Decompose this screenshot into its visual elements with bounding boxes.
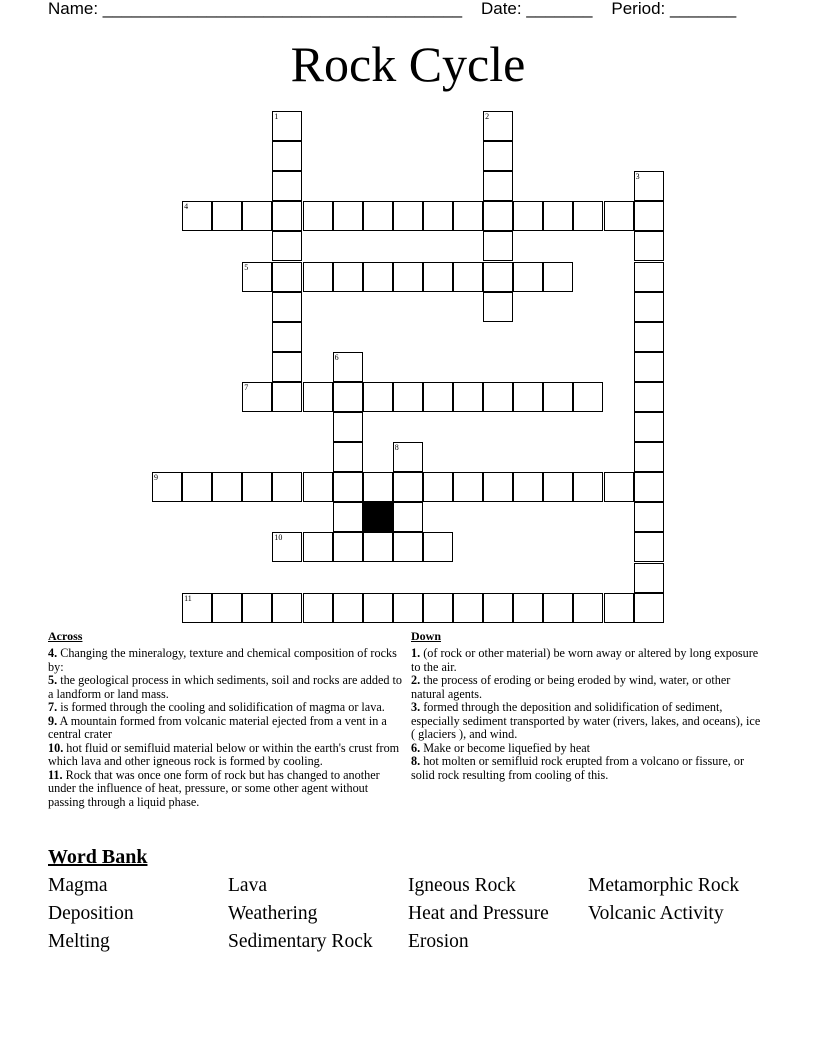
crossword-cell[interactable] bbox=[423, 472, 453, 502]
crossword-cell[interactable] bbox=[333, 262, 363, 292]
word-bank-item: Metamorphic Rock bbox=[588, 875, 740, 896]
crossword-cell[interactable] bbox=[604, 201, 634, 231]
word-bank-title: Word Bank bbox=[48, 846, 148, 868]
clue-number: 6. bbox=[411, 740, 421, 755]
clue-number: 7. bbox=[48, 700, 58, 714]
down-clue bbox=[411, 647, 767, 674]
crossword-cell[interactable] bbox=[423, 201, 453, 231]
crossword-cell[interactable] bbox=[513, 472, 543, 502]
crossword-cell[interactable] bbox=[634, 292, 664, 322]
crossword-cell[interactable] bbox=[423, 262, 453, 292]
crossword-cell[interactable] bbox=[604, 593, 634, 623]
crossword-cell[interactable] bbox=[634, 352, 664, 382]
crossword-cell[interactable] bbox=[483, 262, 513, 292]
clue-text: (of rock or other material) be worn away or altered by long exposure to the air. bbox=[411, 646, 759, 674]
clue-text: formed through the deposition and solidification of sediment, especially sediment transported by water (rivers, lakes, and oceans), ice ( glaciers ), and wind. bbox=[411, 700, 761, 741]
word-bank-item: Heat and Pressure bbox=[408, 903, 549, 924]
clue-text: the process of eroding or being eroded by wind, water, or other natural agents. bbox=[411, 673, 731, 701]
crossword-cell[interactable] bbox=[634, 412, 664, 442]
crossword-cell[interactable] bbox=[423, 532, 453, 562]
clue-number-7: 7 bbox=[244, 382, 249, 392]
crossword-cell[interactable] bbox=[272, 352, 302, 382]
word-bank-item: Melting bbox=[48, 931, 110, 952]
crossword-cell[interactable] bbox=[393, 262, 423, 292]
clue-number-1: 1 bbox=[274, 112, 279, 121]
page-title: Rock Cycle bbox=[290, 36, 526, 92]
crossword-cell[interactable] bbox=[363, 262, 393, 292]
crossword-cell[interactable] bbox=[212, 593, 242, 623]
crossword-cell[interactable] bbox=[634, 502, 664, 532]
crossword-cell[interactable] bbox=[513, 593, 543, 623]
across-heading: Across bbox=[48, 629, 83, 643]
crossword-cell[interactable] bbox=[634, 472, 664, 502]
crossword-block bbox=[363, 502, 393, 532]
crossword-cell[interactable] bbox=[333, 502, 363, 532]
crossword-cell[interactable] bbox=[423, 382, 453, 412]
down-clue bbox=[411, 674, 767, 701]
crossword-cell[interactable] bbox=[634, 563, 664, 593]
across-clue bbox=[48, 742, 403, 769]
word-bank-item: Lava bbox=[228, 875, 267, 896]
clue-number-8: 8 bbox=[394, 443, 399, 453]
crossword-cell[interactable] bbox=[272, 262, 302, 292]
word-bank-item: Erosion bbox=[408, 931, 469, 952]
clue-number: 4. bbox=[48, 646, 58, 660]
clue-number-2: 2 bbox=[485, 112, 490, 121]
crossword-cell[interactable] bbox=[483, 292, 513, 322]
crossword-cell[interactable] bbox=[242, 201, 272, 231]
clue-number: 1. bbox=[411, 646, 421, 660]
clue-number-4: 4 bbox=[184, 202, 189, 212]
clue-number: 9. bbox=[48, 713, 58, 728]
clue-number: 3. bbox=[411, 700, 421, 714]
crossword-cell[interactable] bbox=[483, 231, 513, 261]
crossword-cell[interactable] bbox=[363, 472, 393, 502]
across-clue bbox=[48, 769, 403, 810]
crossword-cell[interactable] bbox=[393, 532, 423, 562]
crossword-cell[interactable] bbox=[543, 593, 573, 623]
crossword-cell[interactable] bbox=[333, 412, 363, 442]
crossword-cell[interactable] bbox=[242, 472, 272, 502]
crossword-cell[interactable] bbox=[423, 593, 453, 623]
crossword-cell[interactable] bbox=[272, 472, 302, 502]
crossword-cell[interactable] bbox=[453, 201, 483, 231]
crossword-cell[interactable] bbox=[182, 472, 212, 502]
crossword-cell[interactable] bbox=[212, 201, 242, 231]
down-clue bbox=[411, 755, 767, 782]
crossword-cell[interactable] bbox=[573, 382, 603, 412]
across-clue bbox=[48, 674, 403, 701]
crossword-cell[interactable] bbox=[573, 201, 603, 231]
word-bank-item: Weathering bbox=[228, 903, 318, 924]
across-clues bbox=[48, 630, 403, 809]
crossword-cell[interactable] bbox=[634, 532, 664, 562]
clue-number-9: 9 bbox=[154, 473, 158, 483]
crossword-cell[interactable] bbox=[483, 472, 513, 502]
crossword-cell[interactable] bbox=[333, 201, 363, 231]
crossword-cell[interactable] bbox=[272, 201, 302, 231]
crossword-cell[interactable] bbox=[393, 472, 423, 502]
crossword-cell[interactable] bbox=[272, 231, 302, 261]
clue-number: 10. bbox=[48, 740, 64, 755]
word-bank-item: Igneous Rock bbox=[408, 875, 516, 896]
crossword-cell[interactable] bbox=[303, 201, 333, 231]
crossword-cell[interactable] bbox=[303, 262, 333, 292]
clue-text: is formed through the cooling and solidification of magma or lava. bbox=[60, 700, 385, 714]
crossword-cell[interactable] bbox=[333, 593, 363, 623]
crossword-cell[interactable] bbox=[634, 322, 664, 352]
clue-text: Rock that was once one form of rock but has changed to another under the influence of heat, pressure, or some other agent without passing through a liquid phase. bbox=[48, 767, 380, 809]
crossword-cell[interactable] bbox=[604, 472, 634, 502]
crossword-cell[interactable] bbox=[634, 593, 664, 623]
crossword-cell[interactable] bbox=[272, 593, 302, 623]
crossword-cell[interactable] bbox=[513, 382, 543, 412]
crossword-cell[interactable] bbox=[453, 382, 483, 412]
crossword-cell[interactable] bbox=[543, 262, 573, 292]
clue-text: Make or become liquefied by heat bbox=[423, 740, 591, 755]
word-bank-item: Sedimentary Rock bbox=[228, 931, 373, 952]
down-clues bbox=[411, 630, 767, 782]
word-bank-item: Magma bbox=[48, 875, 108, 896]
crossword-cell[interactable] bbox=[333, 532, 363, 562]
crossword-cell[interactable] bbox=[242, 593, 272, 623]
clue-number: 11. bbox=[48, 767, 63, 782]
crossword-cell[interactable] bbox=[363, 201, 393, 231]
crossword-cell[interactable] bbox=[272, 141, 302, 171]
crossword-cell[interactable] bbox=[634, 442, 664, 472]
crossword-cell[interactable] bbox=[363, 593, 393, 623]
crossword-cell[interactable] bbox=[272, 171, 302, 201]
clue-number-11: 11 bbox=[184, 593, 192, 603]
crossword-cell[interactable] bbox=[212, 472, 242, 502]
crossword-cell[interactable] bbox=[634, 262, 664, 292]
crossword-cell[interactable] bbox=[513, 201, 543, 231]
crossword-cell[interactable] bbox=[333, 382, 363, 412]
crossword-cell[interactable] bbox=[634, 231, 664, 261]
down-clue bbox=[411, 742, 767, 756]
crossword-cell[interactable] bbox=[303, 382, 333, 412]
clue-text: the geological process in which sediments, soil and rocks are added to a landform or land mass. bbox=[48, 673, 403, 701]
crossword-cell[interactable] bbox=[272, 322, 302, 352]
down-heading: Down bbox=[411, 629, 442, 643]
clue-number: 5. bbox=[48, 673, 58, 687]
clue-number: 8. bbox=[411, 754, 421, 768]
crossword-cell[interactable] bbox=[483, 593, 513, 623]
clue-number-5: 5 bbox=[244, 262, 249, 272]
crossword-cell[interactable] bbox=[393, 593, 423, 623]
crossword-cell[interactable] bbox=[303, 472, 333, 502]
clue-number-3: 3 bbox=[635, 172, 640, 182]
crossword-cell[interactable] bbox=[303, 532, 333, 562]
clue-text: Changing the mineralogy, texture and chemical composition of rocks by: bbox=[48, 646, 397, 674]
crossword-cell[interactable] bbox=[363, 532, 393, 562]
clue-text: A mountain formed from volcanic material ejected from a vent in a central crater bbox=[48, 713, 387, 741]
crossword-cell[interactable] bbox=[453, 262, 483, 292]
crossword-cell[interactable] bbox=[543, 382, 573, 412]
crossword-cell[interactable] bbox=[272, 382, 302, 412]
crossword-cell[interactable] bbox=[333, 442, 363, 472]
word-bank-item: Deposition bbox=[48, 903, 134, 924]
clue-number-6: 6 bbox=[334, 352, 339, 362]
across-clue bbox=[48, 647, 403, 674]
crossword-cell[interactable] bbox=[272, 292, 302, 322]
crossword-cell[interactable] bbox=[543, 201, 573, 231]
word-bank-item: Volcanic Activity bbox=[588, 903, 724, 924]
crossword-cell[interactable] bbox=[483, 382, 513, 412]
crossword-cell[interactable] bbox=[543, 472, 573, 502]
clue-number: 2. bbox=[411, 673, 421, 687]
crossword-cell[interactable] bbox=[393, 502, 423, 532]
crossword-cell[interactable] bbox=[393, 201, 423, 231]
crossword-cell[interactable] bbox=[453, 472, 483, 502]
clue-number-10: 10 bbox=[274, 533, 283, 543]
crossword-cell[interactable] bbox=[483, 171, 513, 201]
clue-text: hot molten or semifluid rock erupted from a volcano or fissure, or solid rock resulting from cooling of this. bbox=[411, 754, 745, 782]
crossword-cell[interactable] bbox=[333, 472, 363, 502]
down-clue bbox=[411, 701, 767, 742]
crossword-cell[interactable] bbox=[393, 382, 423, 412]
student-info-line: Name: ______________________________________ Date: _______ Period: _______ bbox=[48, 0, 737, 18]
crossword-cell[interactable] bbox=[363, 382, 393, 412]
crossword-cell[interactable] bbox=[513, 262, 543, 292]
across-clue bbox=[48, 701, 403, 715]
crossword-cell[interactable] bbox=[573, 593, 603, 623]
crossword-cell[interactable] bbox=[573, 472, 603, 502]
across-clue bbox=[48, 715, 403, 742]
crossword-cell[interactable] bbox=[453, 593, 483, 623]
crossword-cell[interactable] bbox=[634, 201, 664, 231]
crossword-cell[interactable] bbox=[634, 382, 664, 412]
clue-text: hot fluid or semifluid material below or within the earth's crust from which lava and other igneous rock is formed by cooling. bbox=[48, 740, 400, 768]
crossword-cell[interactable] bbox=[483, 141, 513, 171]
crossword-cell[interactable] bbox=[483, 201, 513, 231]
crossword-cell[interactable] bbox=[303, 593, 333, 623]
